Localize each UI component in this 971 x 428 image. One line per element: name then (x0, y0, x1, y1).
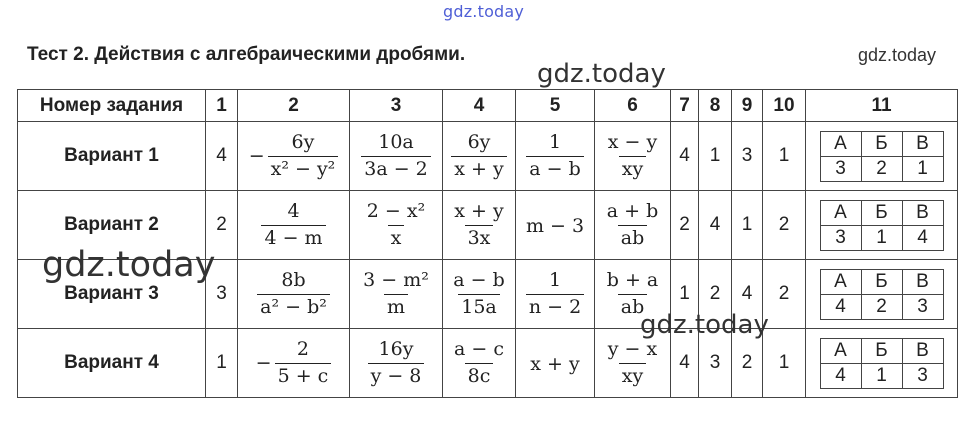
watermark-top: gdz.today (443, 2, 525, 21)
numerator: a + b (606, 199, 659, 222)
denominator: a² − b² (257, 294, 330, 319)
denominator: 3x (465, 225, 494, 250)
answer-letter: В (902, 131, 943, 156)
cell-c6 (595, 122, 671, 191)
fraction (268, 132, 339, 181)
denominator: xy (619, 156, 646, 181)
cell-c10: 2 (763, 191, 806, 260)
answer-letter: А (820, 200, 861, 225)
header-col-5: 5 (516, 90, 595, 122)
watermark-overlay-b: gdz.today (42, 245, 216, 285)
fraction (451, 201, 506, 250)
cell-c11 (806, 122, 958, 191)
fraction (605, 132, 660, 181)
cell-c10: 1 (763, 122, 806, 191)
answer-letter: А (820, 131, 861, 156)
answer-value: 3 (820, 156, 861, 181)
fraction (364, 201, 428, 250)
cell-c8: 2 (699, 260, 732, 329)
cell-c8: 4 (699, 191, 732, 260)
cell-c3 (350, 122, 443, 191)
numerator: x − y (607, 130, 658, 153)
answer-letter: В (902, 269, 943, 294)
denominator: x² − y² (268, 156, 339, 181)
numerator: 3 − m² (363, 268, 429, 291)
cell-c3 (350, 329, 443, 398)
header-col-3: 3 (350, 90, 443, 122)
answer-value: 3 (902, 294, 943, 319)
denominator: x (388, 225, 405, 250)
answer-value: 4 (820, 363, 861, 388)
denominator: 15a (458, 294, 500, 319)
answer-value: 3 (902, 363, 943, 388)
numerator: 2 − x² (366, 199, 426, 222)
numerator: 6y (291, 130, 315, 153)
cell-c9: 4 (732, 260, 763, 329)
answer-letter: В (902, 338, 943, 363)
header-col-2: 2 (238, 90, 350, 122)
cell-c11 (806, 191, 958, 260)
numerator: 10a (378, 130, 414, 153)
header-col-10: 10 (763, 90, 806, 122)
numerator: a − b (453, 268, 505, 291)
fraction (360, 270, 432, 319)
variant-label: Вариант 4 (18, 329, 206, 398)
cell-c2 (238, 122, 350, 191)
cell-c7: 4 (671, 122, 699, 191)
answer-letter: Б (861, 338, 902, 363)
numerator: 4 (287, 199, 300, 222)
answer-key-letters (820, 269, 943, 294)
numerator: x + y (454, 199, 504, 222)
fraction (604, 201, 662, 250)
cell-c7: 4 (671, 329, 699, 398)
numerator: b + a (606, 268, 659, 291)
header-col-7: 7 (671, 90, 699, 122)
fraction (257, 270, 330, 319)
variant-label: Вариант 3 (18, 260, 206, 329)
cell-c6 (595, 191, 671, 260)
numerator: 2 (296, 337, 309, 360)
answer-value: 4 (820, 294, 861, 319)
cell-c6 (595, 329, 671, 398)
answer-value: 2 (861, 156, 902, 181)
answer-key-letters (820, 338, 943, 363)
answer-value: 4 (902, 225, 943, 250)
fraction (361, 132, 431, 181)
cell-c4 (443, 191, 516, 260)
cell-c11 (806, 260, 958, 329)
variant-label: Вариант 2 (18, 191, 206, 260)
header-col-6: 6 (595, 90, 671, 122)
cell-c7: 2 (671, 191, 699, 260)
expression: m − 3 (525, 214, 585, 237)
header-row (18, 90, 958, 122)
answer-key-letters (820, 200, 943, 225)
cell-c3 (350, 260, 443, 329)
denominator: 5 + c (275, 363, 332, 388)
cell-c5 (516, 122, 595, 191)
header-col-4: 4 (443, 90, 516, 122)
fraction (604, 270, 662, 319)
fraction (605, 339, 660, 388)
cell-c11 (806, 329, 958, 398)
denominator: 3a − 2 (361, 156, 431, 181)
cell-c2 (238, 191, 350, 260)
fraction (450, 270, 508, 319)
watermark-overlay-c: gdz.today (640, 310, 769, 340)
fraction (275, 339, 332, 388)
answer-key-values (820, 294, 943, 319)
answer-letter: В (902, 200, 943, 225)
answer-value: 1 (861, 363, 902, 388)
cell-c10: 1 (763, 329, 806, 398)
numerator: 16y (378, 337, 414, 360)
variant-row (18, 191, 958, 260)
header-col-9: 9 (732, 90, 763, 122)
fraction (451, 339, 507, 388)
answer-key-values (820, 225, 943, 250)
numerator: a − c (454, 337, 504, 360)
cell-c8: 3 (699, 329, 732, 398)
expression: x + y (530, 352, 580, 375)
denominator: xy (619, 363, 646, 388)
answer-value: 1 (861, 225, 902, 250)
cell-c8: 1 (699, 122, 732, 191)
cell-c9: 2 (732, 329, 763, 398)
variant-row (18, 122, 958, 191)
denominator: 4 − m (261, 225, 325, 250)
denominator: ab (618, 294, 648, 319)
variant-row (18, 260, 958, 329)
cell-c1: 1 (206, 329, 238, 398)
answer-value: 2 (861, 294, 902, 319)
fraction (368, 339, 425, 388)
cell-c2 (238, 260, 350, 329)
answer-letter: А (820, 269, 861, 294)
watermark-right: gdz.today (858, 45, 937, 65)
denominator: ab (618, 225, 648, 250)
cell-c9: 1 (732, 191, 763, 260)
cell-c6 (595, 260, 671, 329)
answer-key-values (820, 363, 943, 388)
answer-key (820, 131, 944, 182)
denominator: x + y (451, 156, 506, 181)
fraction (526, 270, 584, 319)
answer-key-values (820, 156, 943, 181)
numerator: 1 (548, 268, 562, 291)
fraction (451, 132, 506, 181)
cell-c5 (516, 191, 595, 260)
variant-row (18, 329, 958, 398)
denominator: 8c (465, 363, 494, 388)
denominator: y − 8 (368, 363, 425, 388)
cell-c5 (516, 260, 595, 329)
denominator: m (384, 294, 408, 319)
cell-c7: 1 (671, 260, 699, 329)
header-col-1: 1 (206, 90, 238, 122)
minus-sign: − (248, 145, 265, 167)
numerator: y − x (607, 337, 658, 360)
header-col-11: 11 (806, 90, 958, 122)
numerator: 8b (281, 268, 306, 291)
cell-c1: 2 (206, 191, 238, 260)
page-title: Тест 2. Действия с алгебраическими дробями. (27, 44, 466, 65)
variant-label: Вариант 1 (18, 122, 206, 191)
cell-c3 (350, 191, 443, 260)
answer-letter: Б (861, 131, 902, 156)
answers-table (17, 89, 958, 398)
answer-value: 1 (902, 156, 943, 181)
header-col-8: 8 (699, 90, 732, 122)
cell-c4 (443, 329, 516, 398)
answer-letter: Б (861, 269, 902, 294)
minus-sign: − (255, 352, 272, 374)
numerator: 1 (548, 130, 562, 153)
denominator: a − b (526, 156, 584, 181)
cell-c4 (443, 260, 516, 329)
header-task-number: Номер задания (18, 90, 206, 122)
cell-c2 (238, 329, 350, 398)
watermark-overlay-a: gdz.today (537, 59, 666, 89)
fraction (261, 201, 325, 250)
answer-value: 3 (820, 225, 861, 250)
cell-c9: 3 (732, 122, 763, 191)
denominator: n − 2 (526, 294, 584, 319)
answer-key (820, 200, 944, 251)
answer-key-letters (820, 131, 943, 156)
answer-key (820, 269, 944, 320)
answer-letter: Б (861, 200, 902, 225)
cell-c4 (443, 122, 516, 191)
answer-key (820, 338, 944, 389)
answer-letter: А (820, 338, 861, 363)
numerator: 6y (467, 130, 491, 153)
fraction (526, 132, 584, 181)
cell-c1: 4 (206, 122, 238, 191)
cell-c1: 3 (206, 260, 238, 329)
cell-c5 (516, 329, 595, 398)
cell-c10: 2 (763, 260, 806, 329)
